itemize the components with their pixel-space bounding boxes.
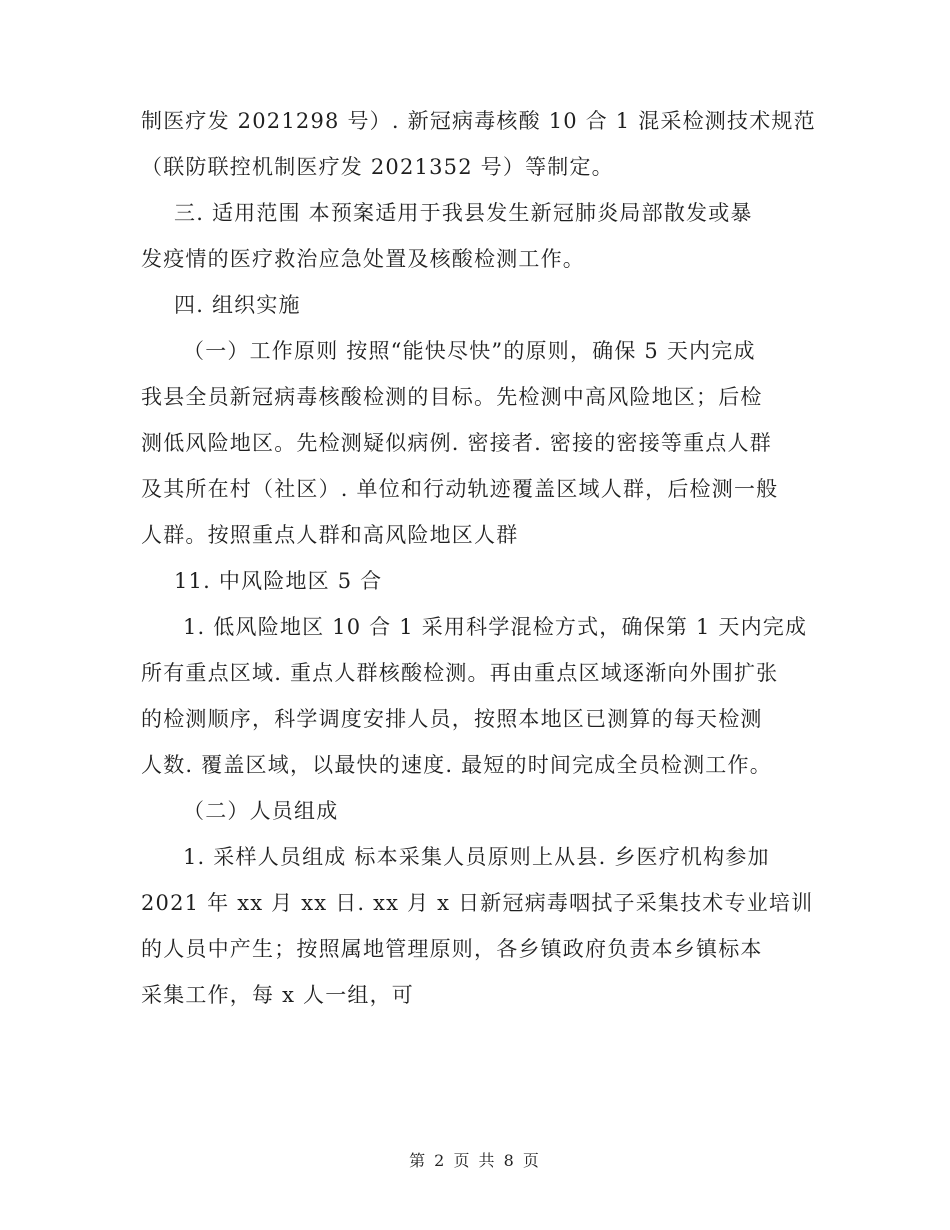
- text-line: 发疫情的医疗救治应急处置及核酸检测工作。: [141, 247, 585, 271]
- section-heading: （二）人员组成: [183, 799, 339, 823]
- text-line: 的人员中产生；按照属地管理原则，各乡镇政府负责本乡镇标本: [141, 937, 763, 961]
- text-line: 我县全员新冠病毒核酸检测的目标。先检测中高风险地区；后检: [141, 385, 763, 409]
- paragraph-principle: [141, 328, 811, 558]
- page-number-footer: 第 2 页 共 8 页: [409, 1151, 541, 1170]
- text-line: 测低风险地区。先检测疑似病例. 密接者. 密接的密接等重点人群: [141, 431, 772, 455]
- paragraph-medium-risk: [141, 558, 811, 604]
- text-line: 采集工作，每 x 人一组，可: [141, 983, 414, 1007]
- text-line: 三. 适用范围 本预案适用于我县发生新冠肺炎局部散发或暴: [174, 201, 753, 225]
- text-line: 的检测顺序，科学调度安排人员，按照本地区已测算的每天检测: [141, 707, 763, 731]
- paragraph-scope: [141, 190, 811, 282]
- text-line: 2021 年 xx 月 xx 日. xx 月 x 日新冠病毒咽拭子采集技术专业培训: [141, 891, 814, 915]
- text-line: 及其所在村（社区）. 单位和行动轨迹覆盖区域人群，后检测一般: [141, 477, 779, 501]
- text-line: 人群。按照重点人群和高风险地区人群: [141, 523, 519, 547]
- text-line: 所有重点区域. 重点人群核酸检测。再由重点区域逐渐向外围扩张: [141, 661, 779, 685]
- text-line: （联防联控机制医疗发 2021352 号）等制定。: [141, 155, 614, 179]
- section-heading: 四. 组织实施: [174, 293, 301, 317]
- heading-staffing: [141, 788, 811, 834]
- text-line: 制医疗发 2021298 号）. 新冠病毒核酸 10 合 1 混采检测技术规范: [141, 109, 816, 133]
- paragraph-low-risk: [141, 604, 811, 788]
- text-line: 1. 采样人员组成 标本采集人员原则上从县. 乡医疗机构参加: [183, 845, 770, 869]
- heading-organization: [141, 282, 811, 328]
- paragraph-basis: [141, 98, 816, 190]
- text-line: 1. 低风险地区 10 合 1 采用科学混检方式，确保第 1 天内完成: [183, 615, 808, 639]
- text-line: （一）工作原则 按照“能快尽快”的原则，确保 5 天内完成: [183, 339, 756, 363]
- paragraph-sampling-staff: [141, 834, 814, 1018]
- document-body: [141, 98, 816, 1018]
- text-line: 人数. 覆盖区域，以最快的速度. 最短的时间完成全员检测工作。: [141, 753, 772, 777]
- text-line: 11. 中风险地区 5 合: [174, 569, 383, 593]
